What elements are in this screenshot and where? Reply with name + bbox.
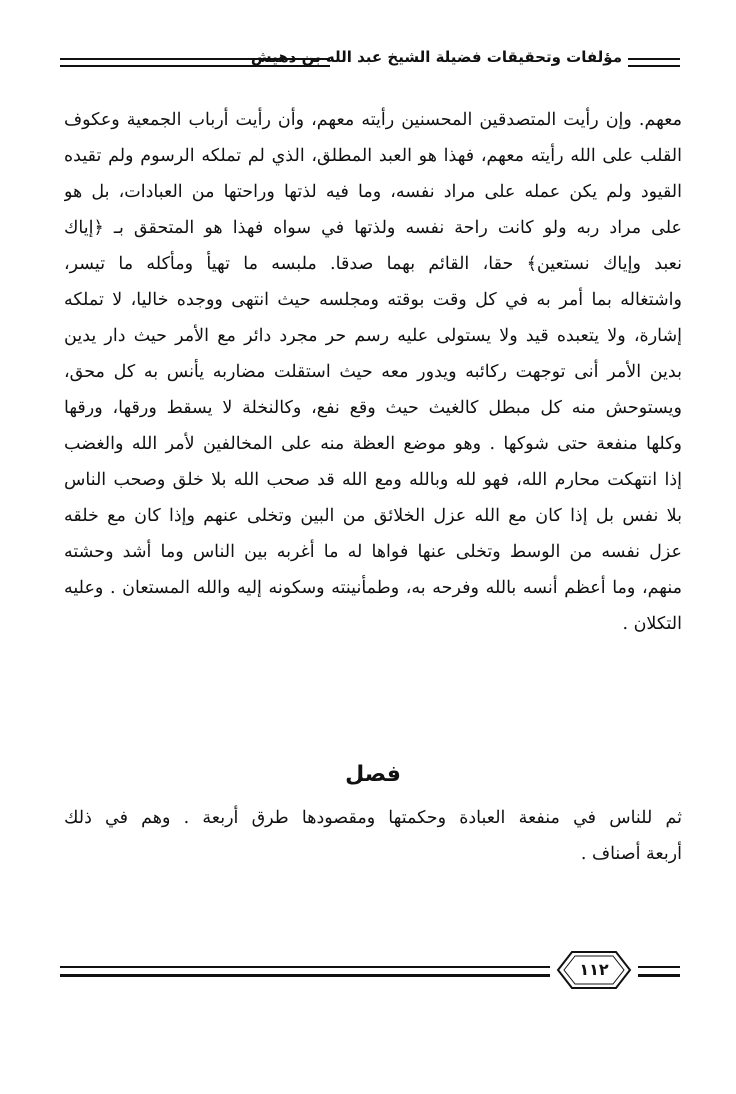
section-heading: فصل (345, 762, 401, 787)
body-line: إشارة، ولا يتعبده قيد ولا يستولى عليه رسم حر مجرد دائر مع الأمر حيث دار يدين (64, 326, 682, 346)
body-line: القلب على الله رأيته معهم، فهذا هو العبد المطلق، الذي لم تملكه الرسوم ولم تقيده (64, 146, 682, 166)
body-line: إذا انتهكت محارم الله، فهو لله وبالله ومع الله قد صحب الله بلا خلق وصحب الناس (64, 470, 682, 490)
body-line: عزل نفسه من الوسط وتخلى عنها فواها له ما أغربه بين الناس وما أشد وحشته (64, 542, 682, 562)
body-line: وكلها منفعة حتى شوكها . وهو موضع العظة منه على المخالفين لأمر الله والغضب (64, 434, 682, 454)
footer-rule-right (638, 966, 680, 977)
running-header (60, 46, 680, 76)
body-line: نعبد وإياك نستعين﴾ حقا، القائم بهما صدقا. ملبسه ما تهيأ ومأكله ما تيسر، (64, 254, 682, 274)
header-title: مؤلفات وتحقيقات فضيلة الشيخ عبد الله بن دهيش (250, 48, 622, 66)
body-line: بلا نفس بل إذا كان مع الله عزل الخلائق من البين وتخلى عنهم وإذا كان مع خلقه (64, 506, 682, 526)
body-line: التكلان . (622, 614, 682, 634)
body-line: منهم، وما أعظم أنسه بالله وفرحه به، وطمأنينته وسكونه إليه والله المستعان . وعليه (64, 578, 682, 598)
body-line: القيود ولم يكن عمله على مراد نفسه، وما فيه لذتها وراحتها من العبادات، بل هو (64, 182, 682, 202)
section-line: ثم للناس في منفعة العبادة وحكمتها ومقصودها طرق أربعة . وهم في ذلك (64, 808, 682, 828)
header-rule-right (628, 58, 680, 67)
body-line: بدين الأمر أنى توجهت ركائبه ويدور معه حيث استقلت مضاربه يأنس به كل محق، (64, 362, 682, 382)
section-line: أربعة أصناف . (580, 844, 682, 864)
body-line: على مراد ربه ولو كانت راحة نفسه ولذتها في سواه فهذا هو المتحقق بـ ﴿إياك (64, 218, 682, 238)
body-text (64, 102, 682, 642)
body-line: معهم. وإن رأيت المتصدقين المحسنين رأيته معهم، وأن رأيت أرباب الجمعية وعكوف (64, 110, 682, 130)
page-number: ١١٢ (579, 960, 609, 979)
body-line: ويستوحش منه كل مبطل كالغيث حيث وقع نفع، وكالنخلة لا يسقط ورقها، ورقها (64, 398, 682, 418)
footer-rule-left (60, 966, 550, 977)
page-number-badge (556, 948, 632, 992)
body-line: واشتغاله بما أمر به في كل وقت بوقته ومجلسه حيث انتهى ووجده خاليا، لا تملكه (64, 290, 682, 310)
page-footer (60, 944, 680, 996)
section-text (64, 800, 682, 872)
